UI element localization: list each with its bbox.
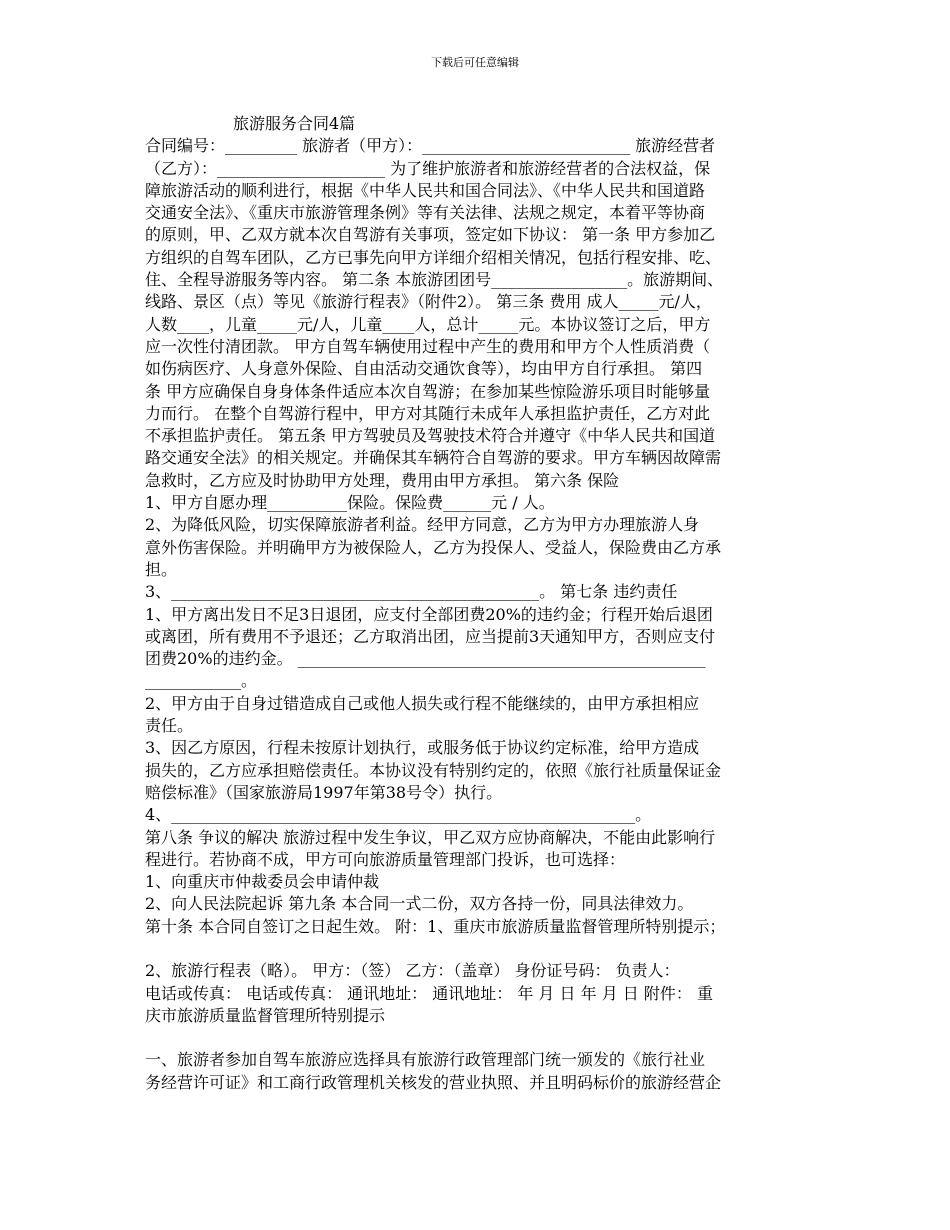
contract-line: 方组织的自驾车团队，乙方已事先向甲方详细介绍相关情况，包括行程安排、吃、 (145, 247, 722, 267)
contract-line: 1、向重庆市仲裁委员会申请仲裁 (145, 872, 380, 892)
contract-line: 障旅游活动的顺利进行，根据《中华人民共和国合同法》、《中华人民共和国道路 (145, 180, 706, 200)
contract-line: 1、甲方自愿办理__________保险。保险费______元 / 人。 (145, 493, 555, 513)
page-header-note: 下载后可任意编辑 (431, 56, 519, 69)
contract-line: 意外伤害保险。并明确甲方为被保险人，乙方为投保人、受益人，保险费由乙方承 (145, 537, 722, 557)
contract-line: 或离团，所有费用不予退还；乙方取消出团，应当提前3天通知甲方，否则应支付 (145, 626, 716, 646)
contract-line: 3、______________________________________________。 第七条 违约责任 (145, 582, 678, 602)
contract-line: 合同编号：_________ 旅游者（甲方）：__________________________ 旅游经营者 (145, 136, 716, 156)
contract-line (145, 1027, 810, 1049)
contract-line: 交通安全法》、《重庆市旅游管理条例》等有关法律、法规之规定，本着平等协商 (145, 203, 706, 223)
contract-line: 2、为降低风险，切实保障旅游者利益。经甲方同意，乙方为甲方办理旅游人身 (145, 515, 700, 535)
contract-line: 责任。 (145, 716, 194, 736)
contract-line: 2、向人民法院起诉 第九条 本合同一式二份，双方各持一份，同具法律效力。 (145, 894, 694, 914)
contract-line: 务经营许可证》和工商行政管理机关核发的营业执照、并且明码标价的旅游经营企 (145, 1072, 722, 1092)
contract-line: 程进行。若协商不成，甲方可向旅游质量管理部门投诉，也可选择： (145, 849, 626, 869)
contract-line: 损失的，乙方应承担赔偿责任。本协议没有特别约定的，依照《旅行社质量保证金 (145, 760, 722, 780)
contract-line: ____________。 (145, 671, 258, 691)
contract-line: 如伤病医疗、人身意外保险、自由活动交通饮食等），均由甲方自行承担。 第四 (145, 359, 703, 379)
contract-line: 条 甲方应确保自身身体条件适应本次自驾游；在参加某些惊险游乐项目时能够量 (145, 381, 711, 401)
contract-line: 团费20%的违约金。 ___________________________________________________ (145, 649, 706, 669)
contract-line: （乙方）：_____________________ 为了维护旅游者和旅游经营者的合法权益，保 (145, 158, 711, 178)
contract-line: 不承担监护责任。 第五条 甲方驾驶员及驾驶技术符合并遵守《中华人民共和国道 (145, 426, 716, 446)
contract-line: 的原则，甲、乙双方就本次自驾游有关事项，签定如下协议： 第一条 甲方参加乙 (145, 225, 716, 245)
contract-line: 3、因乙方原因，行程未按原计划执行，或服务低于协议约定标准，给甲方造成 (145, 738, 700, 758)
contract-line: 力而行。 在整个自驾游行程中，甲方对其随行未成年人承担监护责任，乙方对此 (145, 403, 711, 423)
contract-line: 第八条 争议的解决 旅游过程中发生争议，甲乙双方应协商解决，不能由此影响行 (145, 827, 716, 847)
contract-line: 线路、景区（点）等见《旅游行程表》（附件2）。 第三条 费用 成人_____元/人， (145, 292, 712, 312)
contract-line: 赔偿标准》（国家旅游局1997年第38号令）执行。 (145, 782, 503, 802)
contract-line: 庆市旅游质量监督管理所特别提示 (145, 1005, 386, 1025)
contract-line: 2、旅游行程表（略）。 甲方：（签） 乙方：（盖章） 身份证号码： 负责人： (145, 961, 680, 981)
contract-line: 人数____，儿童_____元/人，儿童____人，总计_____元。本协议签订之后，甲方 (145, 314, 711, 334)
document-title: 旅游服务合同4篇 (233, 114, 356, 133)
contract-line: 第十条 本合同自签订之日起生效。 附：1、重庆市旅游质量监督管理所特别提示； (145, 916, 726, 936)
contract-line: 担。 (145, 559, 178, 579)
contract-line: 一、旅游者参加自驾车旅游应选择具有旅游行政管理部门统一颁发的《旅行社业 (145, 1050, 706, 1070)
contract-line: 4、__________________________________________________________。 (145, 805, 652, 825)
contract-line: 1、甲方离出发日不足3日退团，应支付全部团费20%的违约金；行程开始后退团 (145, 604, 713, 624)
contract-line: 住、全程导游服务等内容。 第二条 本旅游团团号_________________。旅游期间、 (145, 270, 724, 290)
contract-line: 电话或传真： 电话或传真： 通讯地址： 通讯地址： 年 月 日 年 月 日 附件： 重 (145, 983, 713, 1003)
contract-text-lines (145, 135, 810, 1094)
contract-line (145, 938, 810, 960)
contract-body (145, 113, 810, 1094)
contract-line: 2、甲方由于自身过错造成自己或他人损失或行程不能继续的，由甲方承担相应 (145, 693, 700, 713)
contract-line: 路交通安全法》的相关规定。并确保其车辆符合自驾游的要求。甲方车辆因故障需 (145, 448, 722, 468)
contract-line: 急救时，乙方应及时协助甲方处理，费用由甲方承担。 第六条 保险 (145, 470, 620, 490)
contract-line: 应一次性付清团款。 甲方自驾车辆使用过程中产生的费用和甲方个人性质消费（ (145, 336, 711, 356)
